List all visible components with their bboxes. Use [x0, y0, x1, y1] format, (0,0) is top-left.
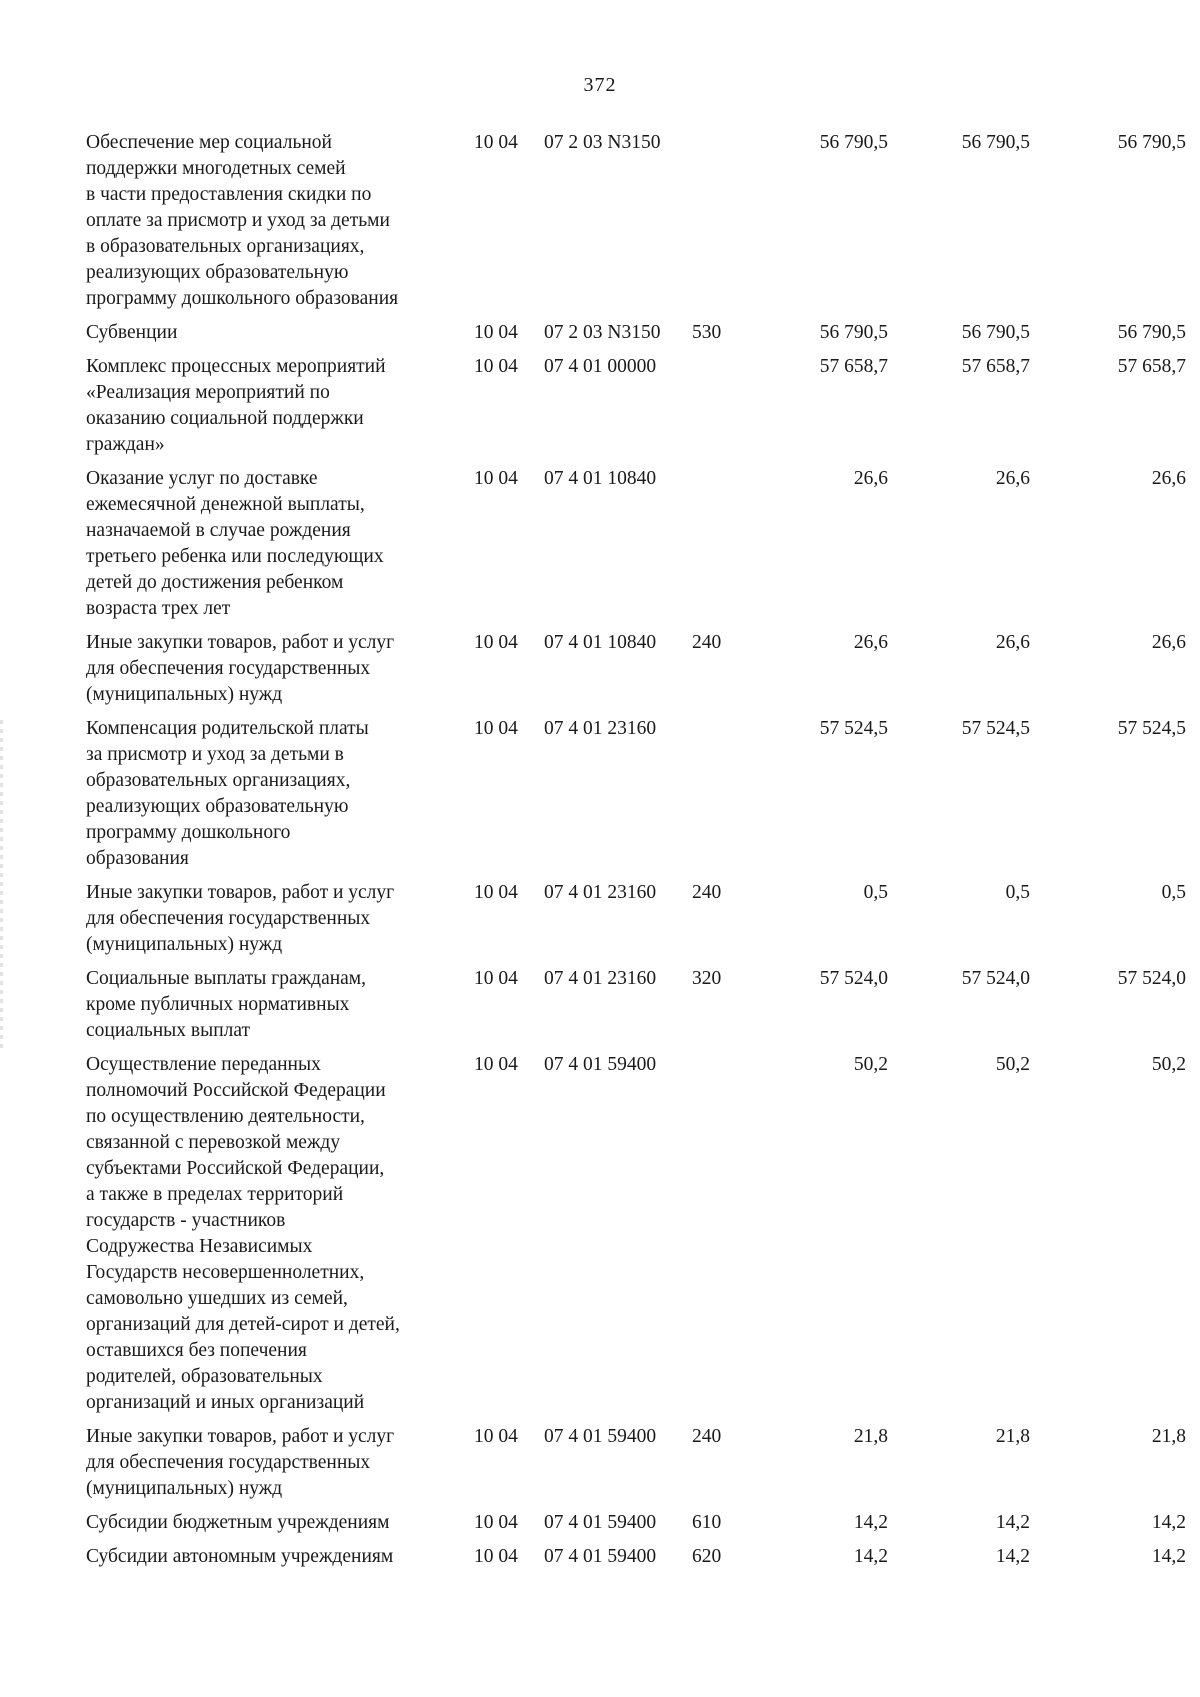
amount-year3-cell: 21,8	[1151, 1426, 1186, 1447]
amount-year2-cell: 26,6	[995, 468, 1030, 489]
expense-type-cell	[692, 130, 762, 320]
amount-year3-cell: 26,6	[1151, 468, 1186, 489]
row-name-cell: Компенсация родительской платы за присмотр и уход за детьми в образовательных организациях, реализующих образовательную программу дошкольного образования	[86, 718, 369, 869]
amount-year1-cell: 57 524,0	[819, 968, 888, 989]
expense-type-cell: 620	[692, 1546, 722, 1567]
amount-year2-cell: 50,2	[995, 1054, 1030, 1075]
row-name-cell: Субсидии бюджетным учреждениям	[86, 1512, 390, 1533]
row-name-cell: Иные закупки товаров, работ и услуг для обеспечения государственных (муниципальных) нужд	[86, 632, 395, 705]
table-row	[86, 880, 1186, 966]
amount-year2-cell: 26,6	[995, 632, 1030, 653]
section-subsection-cell: 10 04	[474, 132, 518, 153]
table-row	[86, 1424, 1186, 1510]
target-article-cell: 07 4 01 59400	[544, 1054, 657, 1075]
budget-table	[86, 130, 1186, 1578]
row-name-cell: Обеспечение мер социальной поддержки многодетных семей в части предоставления скидки по оплате за присмотр и уход за детьми в образовательных организациях, реализующих образовательную программу дошкольного образования	[86, 132, 399, 309]
row-name-cell: Иные закупки товаров, работ и услуг для обеспечения государственных (муниципальных) нужд	[86, 1426, 395, 1499]
amount-year3-cell: 57 524,0	[1117, 968, 1186, 989]
expense-type-cell: 530	[692, 322, 722, 343]
amount-year1-cell: 14,2	[853, 1512, 888, 1533]
amount-year2-cell: 57 524,0	[961, 968, 1030, 989]
section-subsection-cell: 10 04	[474, 968, 518, 989]
section-subsection-cell: 10 04	[474, 322, 518, 343]
section-subsection-cell: 10 04	[474, 1512, 518, 1533]
amount-year1-cell: 26,6	[853, 468, 888, 489]
amount-year3-cell: 57 524,5	[1117, 718, 1186, 739]
amount-year1-cell: 57 524,5	[819, 718, 888, 739]
amount-year2-cell: 14,2	[995, 1546, 1030, 1567]
amount-year2-cell: 56 790,5	[961, 132, 1030, 153]
amount-year2-cell: 57 524,5	[961, 718, 1030, 739]
row-name-cell: Социальные выплаты гражданам, кроме публичных нормативных социальных выплат	[86, 968, 367, 1041]
expense-type-cell: 240	[692, 882, 722, 903]
amount-year2-cell: 14,2	[995, 1512, 1030, 1533]
amount-year1-cell: 50,2	[853, 1054, 888, 1075]
amount-year2-cell: 21,8	[995, 1426, 1030, 1447]
table-row	[86, 1544, 1186, 1578]
amount-year3-cell: 0,5	[1161, 882, 1186, 903]
scan-edge-artifact	[0, 720, 3, 1050]
target-article-cell: 07 4 01 10840	[544, 632, 657, 653]
target-article-cell: 07 2 03 N3150	[544, 322, 661, 343]
row-name-cell: Комплекс процессных мероприятий «Реализация мероприятий по оказанию социальной поддержки граждан»	[86, 356, 386, 455]
target-article-cell: 07 4 01 10840	[544, 468, 657, 489]
target-article-cell: 07 4 01 00000	[544, 356, 657, 377]
amount-year1-cell: 57 658,7	[819, 356, 888, 377]
row-name-cell: Субсидии автономным учреждениям	[86, 1546, 394, 1567]
row-name-cell: Оказание услуг по доставке ежемесячной денежной выплаты, назначаемой в случае рождения третьего ребенка или последующих детей до достижения ребенком возраста трех лет	[86, 468, 384, 619]
table-row	[86, 130, 1186, 320]
section-subsection-cell: 10 04	[474, 882, 518, 903]
amount-year3-cell: 14,2	[1151, 1512, 1186, 1533]
target-article-cell: 07 4 01 23160	[544, 718, 657, 739]
target-article-cell: 07 4 01 59400	[544, 1546, 657, 1567]
table-row	[86, 1510, 1186, 1544]
expense-type-cell: 240	[692, 1426, 722, 1447]
amount-year1-cell: 26,6	[853, 632, 888, 653]
expense-type-cell	[692, 1052, 762, 1424]
amount-year3-cell: 50,2	[1151, 1054, 1186, 1075]
amount-year1-cell: 0,5	[863, 882, 888, 903]
section-subsection-cell: 10 04	[474, 1426, 518, 1447]
table-row	[86, 466, 1186, 630]
amount-year1-cell: 21,8	[853, 1426, 888, 1447]
section-subsection-cell: 10 04	[474, 632, 518, 653]
table-row	[86, 966, 1186, 1052]
table-row	[86, 354, 1186, 466]
target-article-cell: 07 4 01 59400	[544, 1426, 657, 1447]
target-article-cell: 07 4 01 59400	[544, 1512, 657, 1533]
row-name-cell: Иные закупки товаров, работ и услуг для обеспечения государственных (муниципальных) нужд	[86, 882, 395, 955]
expense-type-cell: 240	[692, 632, 722, 653]
section-subsection-cell: 10 04	[474, 1546, 518, 1567]
budget-table-body	[86, 130, 1186, 1578]
amount-year2-cell: 0,5	[1005, 882, 1030, 903]
amount-year3-cell: 57 658,7	[1117, 356, 1186, 377]
table-row	[86, 1052, 1186, 1424]
expense-type-cell: 610	[692, 1512, 722, 1533]
table-row	[86, 320, 1186, 354]
section-subsection-cell: 10 04	[474, 356, 518, 377]
expense-type-cell	[692, 354, 762, 466]
row-name-cell: Субвенции	[86, 322, 178, 343]
amount-year1-cell: 56 790,5	[819, 322, 888, 343]
amount-year2-cell: 56 790,5	[961, 322, 1030, 343]
amount-year3-cell: 56 790,5	[1117, 132, 1186, 153]
section-subsection-cell: 10 04	[474, 718, 518, 739]
target-article-cell: 07 4 01 23160	[544, 882, 657, 903]
page-number: 372	[583, 74, 617, 96]
section-subsection-cell: 10 04	[474, 468, 518, 489]
amount-year3-cell: 14,2	[1151, 1546, 1186, 1567]
section-subsection-cell: 10 04	[474, 1054, 518, 1075]
table-row	[86, 716, 1186, 880]
amount-year1-cell: 56 790,5	[819, 132, 888, 153]
amount-year3-cell: 56 790,5	[1117, 322, 1186, 343]
expense-type-cell	[692, 716, 762, 880]
target-article-cell: 07 4 01 23160	[544, 968, 657, 989]
amount-year3-cell: 26,6	[1151, 632, 1186, 653]
expense-type-cell	[692, 466, 762, 630]
amount-year1-cell: 14,2	[853, 1546, 888, 1567]
amount-year2-cell: 57 658,7	[961, 356, 1030, 377]
expense-type-cell: 320	[692, 968, 722, 989]
row-name-cell: Осуществление переданных полномочий Российской Федерации по осуществлению деятельности, связанной с перевозкой между субъектами Российской Федерации, а также в пределах территорий государств - участников Содружества Независимых Государств несовершеннолетних, самовольно ушедших из семей, организаций для детей-сирот и детей, оставшихся без попечения родителей, образовательных организаций и иных организаций	[86, 1054, 400, 1413]
table-row	[86, 630, 1186, 716]
target-article-cell: 07 2 03 N3150	[544, 132, 661, 153]
